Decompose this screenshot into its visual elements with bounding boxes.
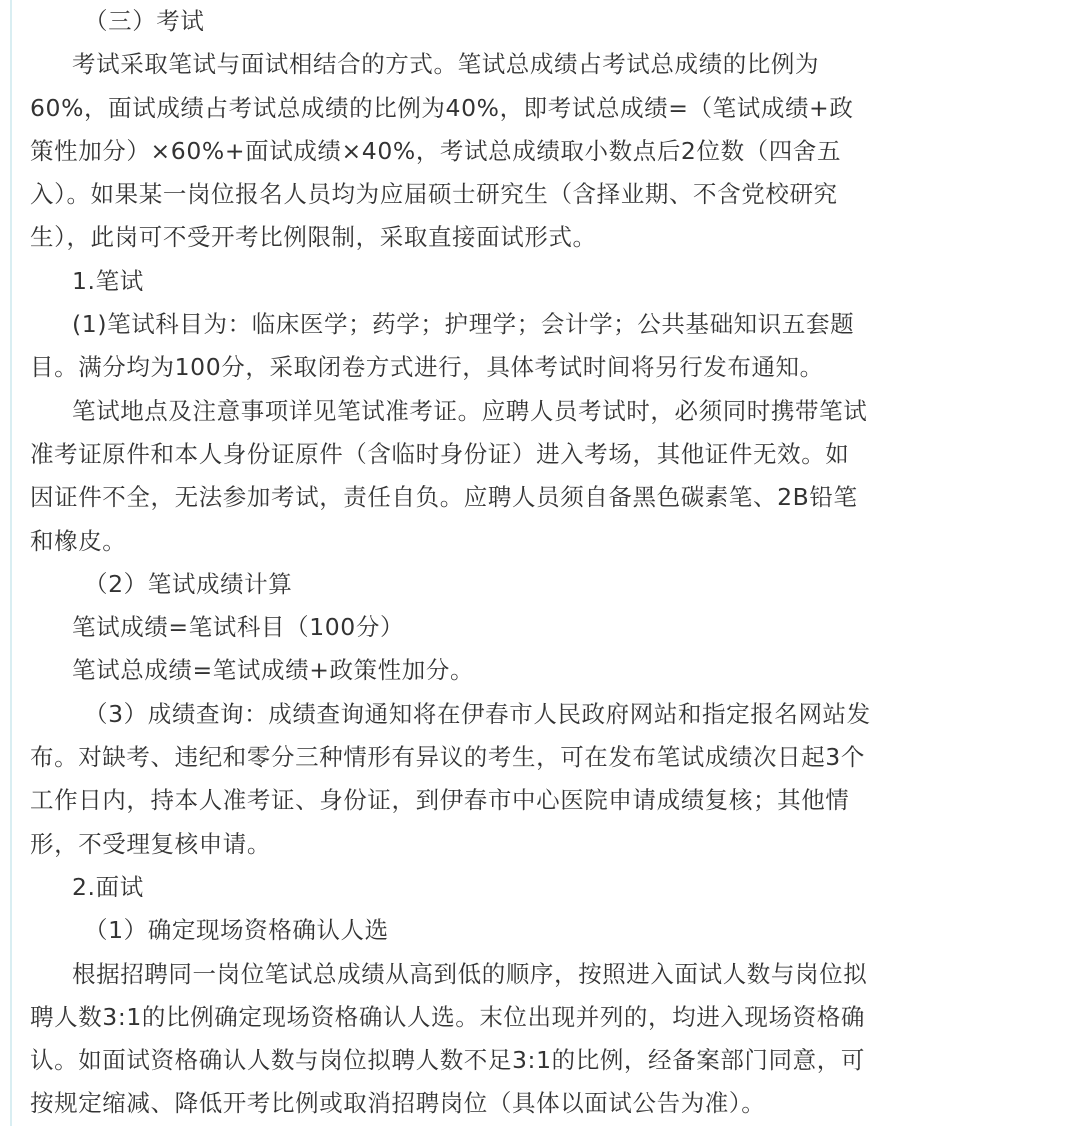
text-line: 策性加分）×60%+面试成绩×40%，考试总成绩取小数点后2位数（四舍五: [30, 136, 842, 165]
document-body: [30, 0, 960, 1126]
text-line: 形，不受理复核申请。: [30, 829, 271, 858]
text-line: 根据招聘同一岗位笔试总成绩从高到低的顺序，按照进入面试人数与岗位拟: [72, 959, 868, 988]
text-line: 考试采取笔试与面试相结合的方式。笔试总成绩占考试总成绩的比例为: [72, 50, 820, 79]
text-line: 工作日内，持本人准考证、身份证，到伊春市中心医院申请成绩复核；其他情: [30, 786, 850, 815]
text-line: 生），此岗可不受开考比例限制，采取直接面试形式。: [30, 223, 597, 252]
text-line: 布。对缺考、违纪和零分三种情形有异议的考生，可在发布笔试成绩次日起3个: [30, 743, 865, 772]
formula-line: 笔试成绩=笔试科目（100分）: [72, 613, 405, 642]
text-line: 60%，面试成绩占考试总成绩的比例为40%，即考试总成绩=（笔试成绩+政: [30, 93, 854, 122]
text-line: 和橡皮。: [30, 526, 127, 555]
text-line: 笔试地点及注意事项详见笔试准考证。应聘人员考试时，必须同时携带笔试: [72, 396, 868, 425]
text-line: 按规定缩减、降低开考比例或取消招聘岗位（具体以面试公告为准）。: [30, 1089, 766, 1118]
text-line: 入）。如果某一岗位报名人员均为应届硕士研究生（含择业期、不含党校研究: [30, 180, 838, 209]
item-heading-qualification: （1）确定现场资格确认人选: [84, 916, 389, 945]
section-heading: （三）考试: [84, 7, 205, 35]
item-heading-score-calculation: （2）笔试成绩计算: [84, 569, 293, 598]
text-line: 准考证原件和本人身份证原件（含临时身份证）进入考场，其他证件无效。如: [30, 439, 850, 468]
text-line: 认。如面试资格确认人数与岗位拟聘人数不足3:1的比例，经备案部门同意，可: [30, 1046, 865, 1075]
subsection-heading-interview: 2.面试: [72, 872, 144, 901]
left-border-rule: [10, 0, 12, 1126]
subsection-heading-written-exam: 1.笔试: [72, 266, 144, 295]
text-line: 因证件不全，无法参加考试，责任自负。应聘人员须自备黑色碳素笔、2B铅笔: [30, 483, 858, 512]
text-line: （3）成绩查询：成绩查询通知将在伊春市人民政府网站和指定报名网站发: [84, 699, 871, 728]
text-line: (1)笔试科目为：临床医学；药学；护理学；会计学；公共基础知识五套题: [72, 310, 855, 339]
formula-line: 笔试总成绩=笔试成绩+政策性加分。: [72, 656, 475, 685]
text-line: 聘人数3:1的比例确定现场资格确认人选。末位出现并列的，均进入现场资格确: [30, 1002, 865, 1031]
text-line: 目。满分均为100分，采取闭卷方式进行，具体考试时间将另行发布通知。: [30, 353, 824, 382]
